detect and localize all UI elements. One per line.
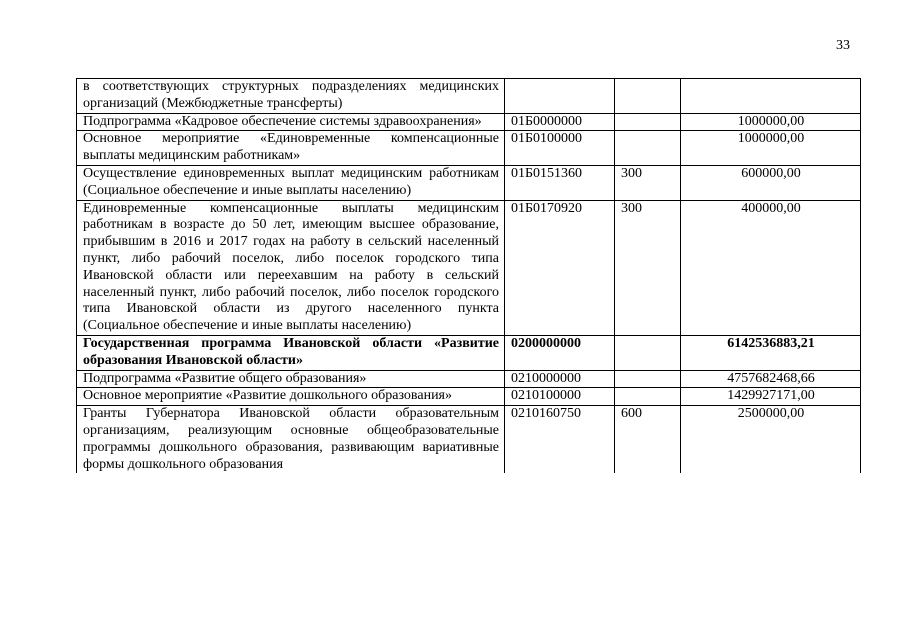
row-code-cell: 01Б0151360: [505, 165, 615, 200]
row-type-cell: 600: [615, 406, 681, 474]
page-number: 33: [836, 38, 850, 53]
row-code-cell: [505, 79, 615, 114]
table-row: [77, 200, 861, 335]
row-name-cell: Подпрограмма «Развитие общего образования»: [77, 370, 505, 388]
row-code-cell: 0210100000: [505, 388, 615, 406]
row-name-cell: Осуществление единовременных выплат медицинским работникам (Социальное обеспечение и иные выплаты населению): [77, 165, 505, 200]
row-name-cell: Единовременные компенсационные выплаты медицинским работникам в возрасте до 50 лет, имеющим высшее образование, прибывшим в 2016 и 2017 годах на работу в сельский населенный пункт, либо рабочий поселок, либо поселок городского типа Ивановской области или переехавшим на работу в сельский населенный пункт, либо рабочий поселок, либо поселок городского типа Ивановской области из другого населенного пункта (Социальное обеспечение и иные выплаты населению): [77, 200, 505, 335]
row-sum-cell: 2500000,00: [681, 406, 861, 474]
row-sum-cell: 1000000,00: [681, 131, 861, 166]
row-sum-cell: 1429927171,00: [681, 388, 861, 406]
table-row: [77, 370, 861, 388]
row-type-cell: [615, 370, 681, 388]
row-sum-cell: 600000,00: [681, 165, 861, 200]
table-row: [77, 406, 861, 474]
row-sum-cell: 400000,00: [681, 200, 861, 335]
row-code-cell: 0200000000: [505, 335, 615, 370]
row-type-cell: 300: [615, 165, 681, 200]
row-name-cell: Основное мероприятие «Единовременные компенсационные выплаты медицинским работникам»: [77, 131, 505, 166]
row-type-cell: [615, 131, 681, 166]
table-row: [77, 113, 861, 131]
row-type-cell: 300: [615, 200, 681, 335]
row-code-cell: 0210160750: [505, 406, 615, 474]
row-name-cell: Основное мероприятие «Развитие дошкольного образования»: [77, 388, 505, 406]
row-type-cell: [615, 335, 681, 370]
row-code-cell: 01Б0000000: [505, 113, 615, 131]
row-code-cell: 0210000000: [505, 370, 615, 388]
row-type-cell: [615, 388, 681, 406]
table-row: [77, 79, 861, 114]
row-name-cell: Подпрограмма «Кадровое обеспечение системы здравоохранения»: [77, 113, 505, 131]
row-sum-cell: 6142536883,21: [681, 335, 861, 370]
row-sum-cell: 4757682468,66: [681, 370, 861, 388]
table-row-program: [77, 335, 861, 370]
row-name-cell: Государственная программа Ивановской области «Развитие образования Ивановской области»: [77, 335, 505, 370]
row-sum-cell: 1000000,00: [681, 113, 861, 131]
row-code-cell: 01Б0100000: [505, 131, 615, 166]
row-type-cell: [615, 113, 681, 131]
row-code-cell: 01Б0170920: [505, 200, 615, 335]
row-type-cell: [615, 79, 681, 114]
table-row: [77, 388, 861, 406]
table-row: [77, 131, 861, 166]
row-sum-cell: [681, 79, 861, 114]
budget-table: [76, 78, 861, 473]
table-row: [77, 165, 861, 200]
row-name-cell: в соответствующих структурных подразделениях медицинских организаций (Межбюджетные трансферты): [77, 79, 505, 114]
row-name-cell: Гранты Губернатора Ивановской области образовательным организациям, реализующим основные общеобразовательные программы дошкольного образования, развивающим вариативные формы дошкольного образования: [77, 406, 505, 474]
